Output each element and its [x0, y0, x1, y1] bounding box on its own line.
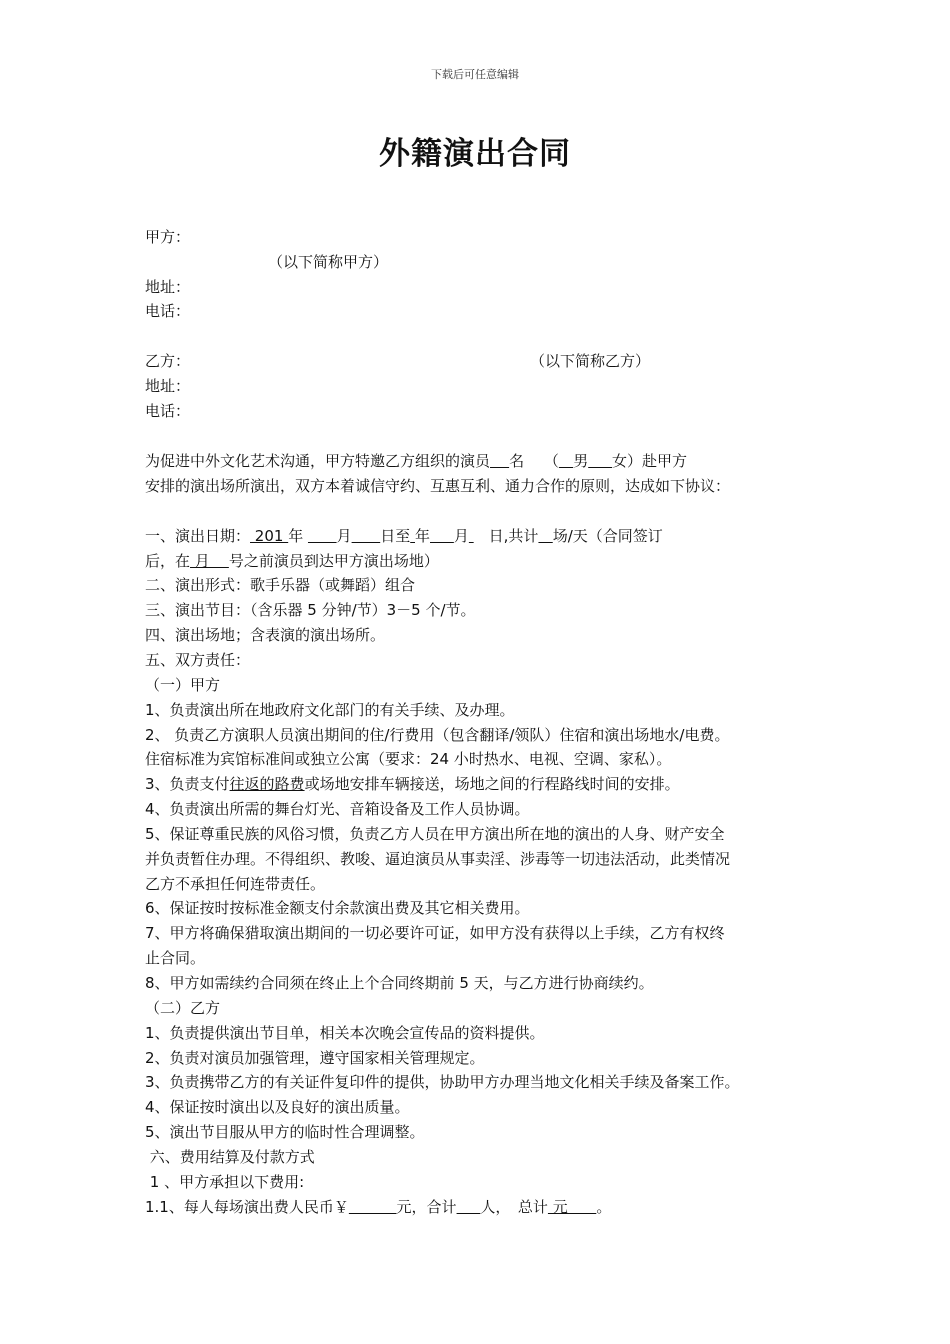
b-item-1: 1、负责提供演出节目单，相关本次晚会宣传品的资料提供。: [145, 1024, 545, 1042]
a-item-2-line-1: 2、 负责乙方演职人员演出期间的住/行费用（包含翻译/领队）住宿和演出场地水/电费。: [145, 726, 730, 744]
a-item-6: 6、保证按时按标准金额支付余款演出费及其它相关费用。: [145, 899, 530, 917]
intro-line-1: 为促进中外文化艺术沟通，甲方特邀乙方组织的演员 名 （ 男 女）赴甲方: [145, 452, 688, 470]
party-b-heading: （二）乙方: [145, 999, 221, 1017]
page-header: 下载后可任意编辑: [431, 68, 519, 81]
contract-title: 外籍演出合同: [379, 136, 571, 172]
a-item-3: 3、负责支付往返的路费或场地安排车辆接送，场地之间的行程路线时间的安排。: [145, 775, 680, 793]
party-a-heading: （一）甲方: [145, 676, 221, 694]
a-item-1: 1、负责演出所在地政府文化部门的有关手续、及办理。: [145, 701, 515, 719]
section-1-line-1: 一、演出日期： 201 年 月 日至 年 月 日,共计 场/天（合同签订: [145, 527, 663, 545]
party-a-short: （以下简称甲方）: [268, 253, 389, 271]
party-b-label: 乙方：: [145, 352, 191, 370]
party-a-phone: 电话：: [145, 302, 191, 320]
section-3: 三、演出节目：（含乐器 5 分钟/节）3－5 个/节。: [145, 601, 476, 619]
b-item-3: 3、负责携带乙方的有关证件复印件的提供，协助甲方办理当地文化相关手续及备案工作。: [145, 1073, 740, 1091]
a-item-7-line-2: 止合同。: [145, 949, 206, 967]
party-b-short: （以下简称乙方）: [530, 352, 651, 370]
section-5: 五、双方责任：: [145, 651, 251, 669]
a-item-8: 8、甲方如需续约合同须在终止上个合同终期前 5 天，与乙方进行协商续约。: [145, 974, 654, 992]
intro-line-2: 安排的演出场所演出，双方本着诚信守约、互惠互利、通力合作的原则，达成如下协议：: [145, 477, 731, 495]
section-6: 六、费用结算及付款方式: [145, 1148, 315, 1166]
section-1-line-2: 后，在 月 号之前演员到达甲方演出场地）: [145, 552, 439, 570]
section-4: 四、演出场地；含表演的演出场所。: [145, 626, 386, 644]
b-item-2: 2、负责对演员加强管理，遵守国家相关管理规定。: [145, 1049, 485, 1067]
party-a-label: 甲方：: [145, 228, 191, 246]
b-item-4: 4、保证按时演出以及良好的演出质量。: [145, 1098, 410, 1116]
party-b-phone: 电话：: [145, 402, 191, 420]
party-a-address: 地址：: [145, 278, 191, 296]
section-2: 二、演出形式：歌手乐器（或舞蹈）组合: [145, 576, 416, 594]
a-item-5-line-3: 乙方不承担任何连带责任。: [145, 875, 326, 893]
a-item-2-line-2: 住宿标准为宾馆标准间或独立公寓（要求：24 小时热水、电视、空调、家私）。: [145, 750, 672, 768]
a-item-7-line-1: 7、甲方将确保猎取演出期间的一切必要许可证，如甲方没有获得以上手续，乙方有权终: [145, 924, 725, 942]
b-item-5: 5、演出节目服从甲方的临时性合理调整。: [145, 1123, 425, 1141]
section-6-1-1: 1.1、每人每场演出费人民币￥ 元，合计 人， 总计 元 。: [145, 1198, 612, 1216]
a-item-4: 4、负责演出所需的舞台灯光、音箱设备及工作人员协调。: [145, 800, 530, 818]
a-item-5-line-1: 5、保证尊重民族的风俗习惯，负责乙方人员在甲方演出所在地的演出的人身、财产安全: [145, 825, 725, 843]
party-b-address: 地址：: [145, 377, 191, 395]
section-6-1: 1 、甲方承担以下费用:: [145, 1173, 305, 1191]
a-item-5-line-2: 并负责暂住办理。不得组织、教唆、逼迫演员从事卖淫、涉毒等一切违法活动，此类情况: [145, 850, 731, 868]
